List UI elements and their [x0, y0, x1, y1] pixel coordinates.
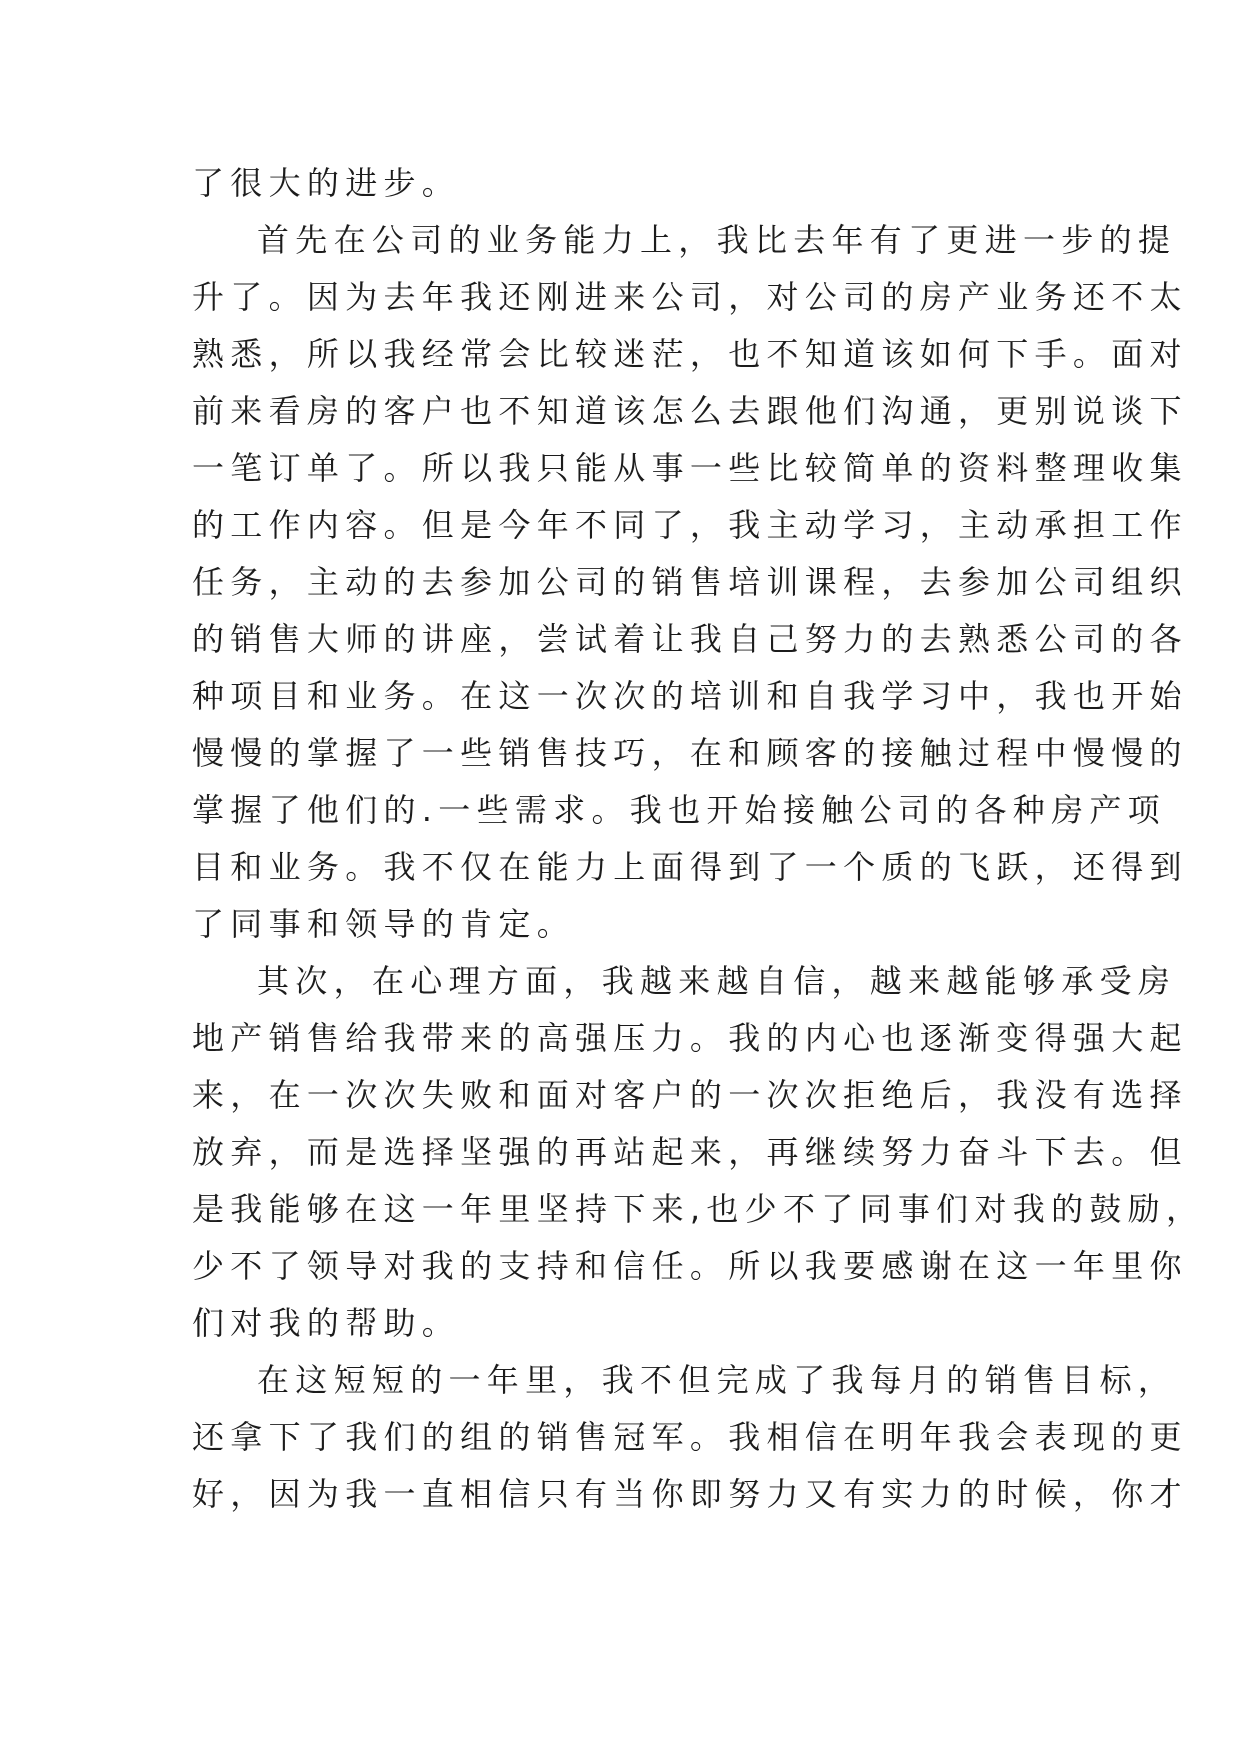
text-line: 任务，主动的去参加公司的销售培训课程，去参加公司组织: [192, 563, 1188, 601]
paragraph-first-line: 首先在公司的业务能力上，我比去年有了更进一步的提: [257, 221, 1177, 259]
text-line: 是我能够在这一年里坚持下来,也少不了同事们对我的鼓励，: [192, 1190, 1205, 1228]
paragraph-first-line: 其次，在心理方面，我越来越自信，越来越能够承受房: [257, 962, 1177, 1000]
text-line: 的销售大师的讲座，尝试着让我自己努力的去熟悉公司的各: [192, 620, 1188, 658]
text-line: 来，在一次次失败和面对客户的一次次拒绝后，我没有选择: [192, 1076, 1188, 1114]
text-line: 了同事和领导的肯定。: [192, 905, 576, 943]
text-line: 地产销售给我带来的高强压力。我的内心也逐渐变得强大起: [192, 1019, 1188, 1057]
text-line: 慢慢的掌握了一些销售技巧，在和顾客的接触过程中慢慢的: [192, 734, 1188, 772]
text-line: 升了。因为去年我还刚进来公司，对公司的房产业务还不太: [192, 278, 1188, 316]
text-line: 一笔订单了。所以我只能从事一些比较简单的资料整理收集: [192, 449, 1188, 487]
text-line: 还拿下了我们的组的销售冠军。我相信在明年我会表现的更: [192, 1418, 1188, 1456]
text-line: 了很大的进步。: [192, 164, 461, 202]
text-line: 熟悉，所以我经常会比较迷茫，也不知道该如何下手。面对: [192, 335, 1188, 373]
text-line: 的工作内容。但是今年不同了，我主动学习，主动承担工作: [192, 506, 1188, 544]
paragraph-first-line: 在这短短的一年里，我不但完成了我每月的销售目标，: [257, 1361, 1177, 1399]
text-line: 少不了领导对我的支持和信任。所以我要感谢在这一年里你: [192, 1247, 1188, 1285]
text-line: 目和业务。我不仅在能力上面得到了一个质的飞跃，还得到: [192, 848, 1188, 886]
text-line: 好，因为我一直相信只有当你即努力又有实力的时候，你才: [192, 1475, 1188, 1513]
text-line: 放弃，而是选择坚强的再站起来，再继续努力奋斗下去。但: [192, 1133, 1188, 1171]
text-line: 掌握了他们的.一些需求。我也开始接触公司的各种房产项: [192, 791, 1166, 829]
text-line: 种项目和业务。在这一次次的培训和自我学习中，我也开始: [192, 677, 1188, 715]
text-line: 前来看房的客户也不知道该怎么去跟他们沟通，更别说谈下: [192, 392, 1188, 430]
text-line: 们对我的帮助。: [192, 1304, 461, 1342]
